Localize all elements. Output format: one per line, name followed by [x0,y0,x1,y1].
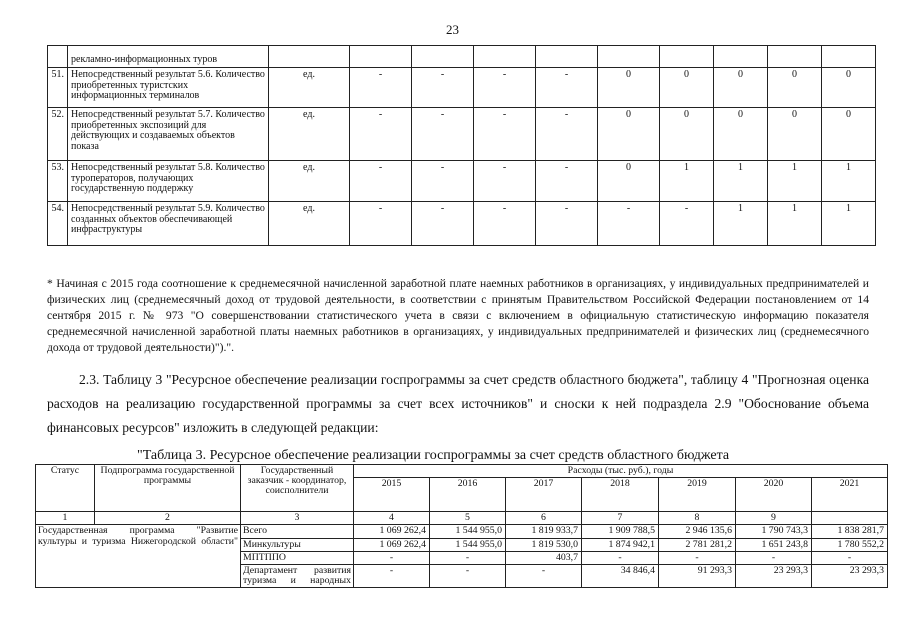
row-value: 1 [768,202,822,246]
row-value: 1 [822,202,876,246]
row-value: - [350,108,412,161]
header-year: 2015 [354,478,430,512]
row-unit: ед. [269,161,350,202]
row-value: 1 874 942,1 [582,538,659,551]
header-expenses: Расходы (тыс. руб.), годы [354,465,888,478]
column-number: 8 [659,512,736,525]
row-value: - [474,161,536,202]
table-row [48,202,876,246]
header-year: 2018 [582,478,659,512]
table-row [48,46,876,68]
row-unit: ед. [269,108,350,161]
row-value: 1 544 955,0 [430,538,506,551]
row-value: - [412,161,474,202]
row-value: 403,7 [506,551,582,564]
table-row [48,161,876,202]
row-value: - [812,551,888,564]
row-value: 1 [660,161,714,202]
column-number: 3 [241,512,354,525]
row-value: - [506,565,582,588]
header-customer: Государственный заказчик - координатор, соисполнители [241,465,354,512]
column-number [812,512,888,525]
column-number: 5 [430,512,506,525]
row-value: - [536,68,598,108]
row-value: - [474,108,536,161]
row-label: Непосредственный результат 5.6. Количество приобретенных туристских информационных терминалов [68,68,269,108]
row-customer: Минкультуры [241,538,354,551]
column-number: 1 [36,512,95,525]
row-value: 0 [660,68,714,108]
table-row [48,68,876,108]
row-value: 2 781 281,2 [659,538,736,551]
header-status: Статус [36,465,95,512]
row-value: - [350,68,412,108]
row-value: 2 946 135,6 [659,525,736,538]
row-customer: Всего [241,525,354,538]
row-value: 1 [714,161,768,202]
row-value: 1 819 933,7 [506,525,582,538]
row-value: - [582,551,659,564]
row-label: Непосредственный результат 5.9. Количество созданных объектов обеспечивающей инфраструктуры [68,202,269,246]
row-value: - [354,565,430,588]
column-number: 4 [354,512,430,525]
header-subprogram: Подпрограмма государственной программы [95,465,241,512]
row-value: 23 293,3 [736,565,812,588]
row-value: 0 [768,68,822,108]
row-value: 0 [768,108,822,161]
row-value: - [412,68,474,108]
row-value: 1 780 552,2 [812,538,888,551]
row-value: - [536,202,598,246]
row-number: 53. [48,161,68,202]
row-value: - [430,551,506,564]
row-value: - [536,161,598,202]
row-value: - [660,202,714,246]
header-year: 2021 [812,478,888,512]
header-year: 2020 [736,478,812,512]
row-value: - [474,202,536,246]
row-value: 0 [822,108,876,161]
row-customer: МПТППО [241,551,354,564]
row-value: - [350,202,412,246]
page-number: 23 [446,22,459,37]
row-value: 0 [598,108,660,161]
row-value: - [474,68,536,108]
row-customer: Департамент развития туризма и народных [241,565,354,588]
row-value: 1 069 262,4 [354,525,430,538]
table-row [48,108,876,161]
row-unit: ед. [269,68,350,108]
row-value: - [598,202,660,246]
row-value: 91 293,3 [659,565,736,588]
row-value: 0 [714,68,768,108]
column-number: 7 [582,512,659,525]
row-value: 0 [714,108,768,161]
column-number: 9 [736,512,812,525]
row-value: 1 [768,161,822,202]
table-caption: "Таблица 3. Ресурсное обеспечение реализации госпрограммы за счет средств областного бюджета [137,448,730,463]
column-number: 2 [95,512,241,525]
column-number: 6 [506,512,582,525]
row-value: 1 [714,202,768,246]
row-unit: ед. [269,202,350,246]
row-value: 0 [660,108,714,161]
row-value: 1 544 955,0 [430,525,506,538]
row-label: Непосредственный результат 5.8. Количество туроператоров, получающих государственную поддержку [68,161,269,202]
amendment-paragraph: 2.3. Таблицу 3 "Ресурсное обеспечение реализации госпрограммы за счет средств областного бюджета", таблицу 4 "Прогнозная оценка расходов на реализацию государственной программы за счет всех источников" и сноски к ней подраздела 2.9 "Обоснование объема финансовых ресурсов" изложить в следующей редакции: [47,372,869,436]
row-value: 1 909 788,5 [582,525,659,538]
row-value: 23 293,3 [812,565,888,588]
row-value: - [736,551,812,564]
row-label: Непосредственный результат 5.7. Количество приобретенных экспозиций для действующих и создаваемых объектов показа [68,108,269,161]
resource-table [35,464,888,588]
row-value: - [350,161,412,202]
row-value: - [659,551,736,564]
row-value: 34 846,4 [582,565,659,588]
header-year: 2016 [430,478,506,512]
row-value: 0 [822,68,876,108]
row-value: - [536,108,598,161]
header-year: 2017 [506,478,582,512]
row-value: - [412,202,474,246]
row-value: - [430,565,506,588]
row-value: 1 [822,161,876,202]
header-year: 2019 [659,478,736,512]
row-value: 1 069 262,4 [354,538,430,551]
row-value: 1 651 243,8 [736,538,812,551]
row-value: 0 [598,68,660,108]
footnote: * Начиная с 2015 года соотношение к среднемесячной начисленной заработной плате наемных работников в организациях, у индивидуальных предпринимателей и физических лиц (среднемесячный доход от трудовой деятельности, в соответствии с принятым Правительством Российской Федерации постановлением от 14 сентября 2015 г. № 973 "О совершенствовании статистического учета в связи с включением в официальную статистическую информацию показателя среднемесячной начисленной заработной платы наемных работников в организациях, у индивидуальных предпринимателей и физических лиц (среднемесячного дохода от трудовой деятельности)").". [47,277,869,354]
row-label: рекламно-информационных туров [68,46,269,68]
row-number: 52. [48,108,68,161]
row-value: 0 [598,161,660,202]
row-number: 54. [48,202,68,246]
row-value: - [412,108,474,161]
table-row [36,525,888,538]
indicators-table [47,45,876,246]
row-value: - [354,551,430,564]
row-value: 1 790 743,3 [736,525,812,538]
row-number: 51. [48,68,68,108]
program-status: Государственная программа "Развитие культуры и туризма Нижегородской области" [36,525,241,588]
row-value: 1 838 281,7 [812,525,888,538]
row-value: 1 819 530,0 [506,538,582,551]
